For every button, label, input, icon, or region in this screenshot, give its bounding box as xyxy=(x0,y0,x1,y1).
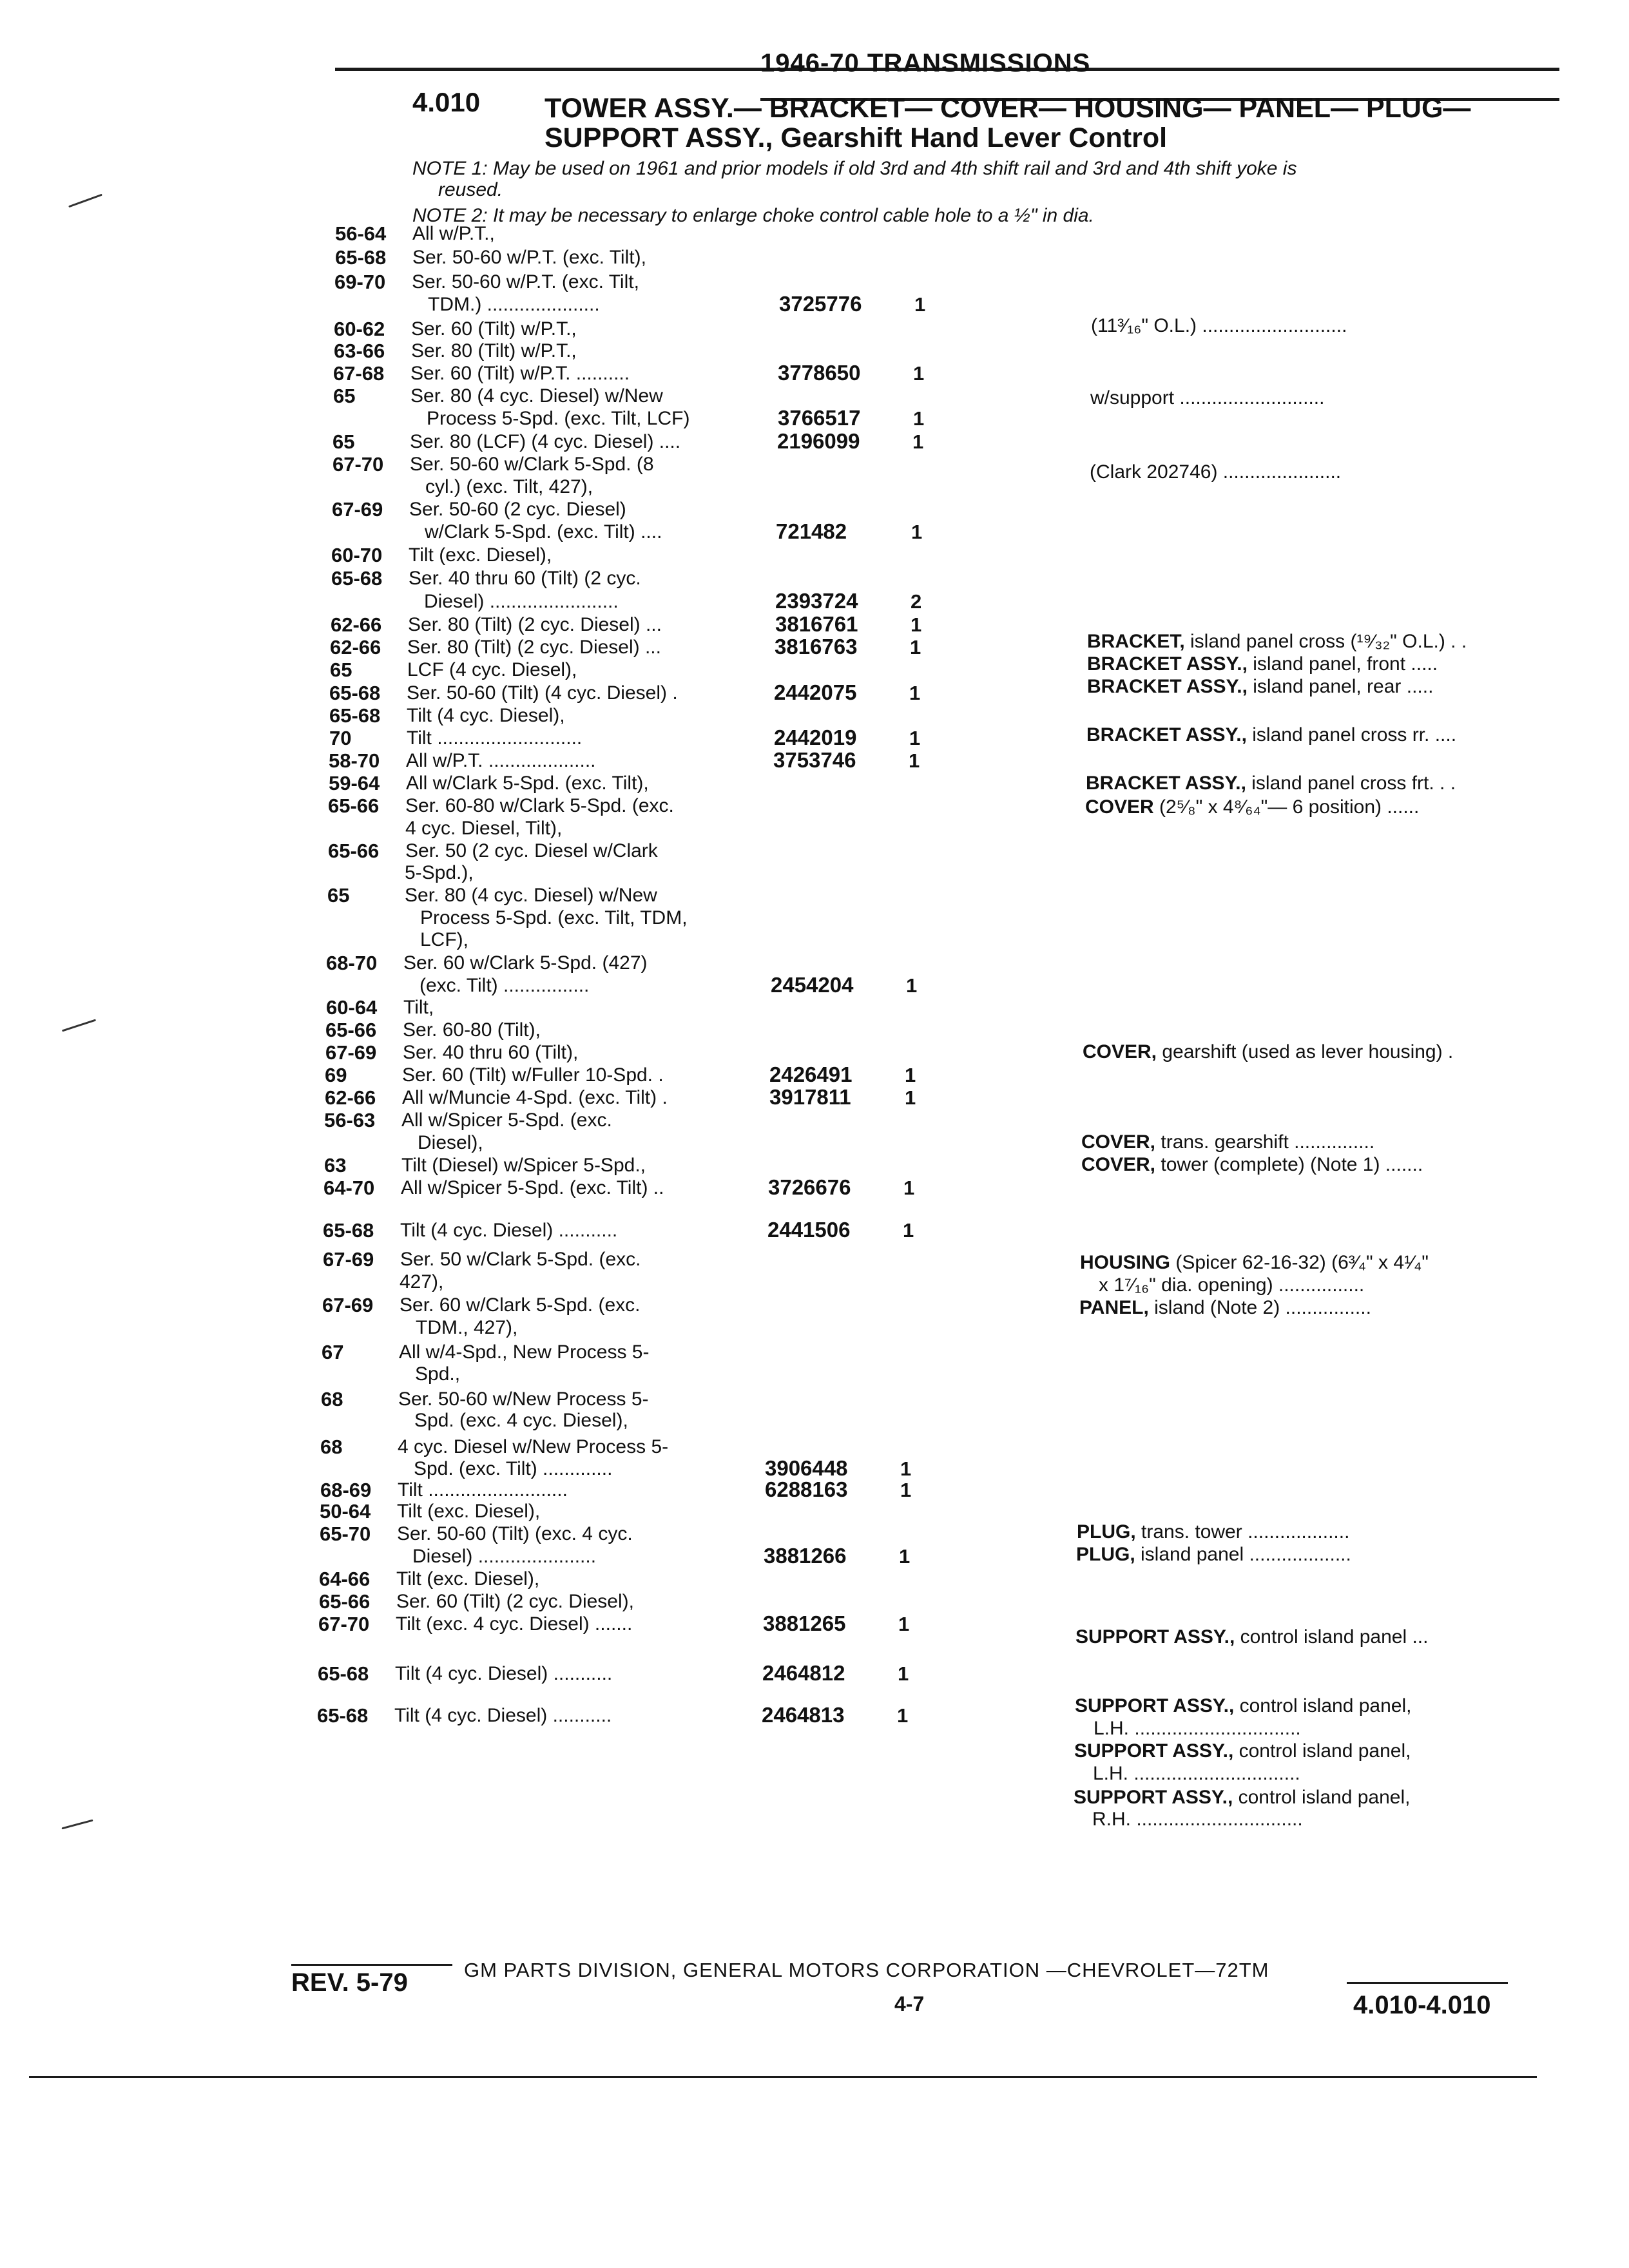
note-2: NOTE 2: It may be necessary to enlarge choke control cable hole to a ½" in dia. xyxy=(412,205,1094,226)
part-name xyxy=(1085,796,1575,818)
part-name-heading: COVER, xyxy=(1081,1154,1156,1175)
part-name-heading: BRACKET, xyxy=(1087,631,1185,652)
part-name-detail: (Clark 202746) ...................... xyxy=(1090,461,1342,483)
part-number: 3726676 xyxy=(768,1175,851,1199)
part-number: 2454204 xyxy=(771,973,854,997)
part-name-detail: control island panel ... xyxy=(1235,1626,1429,1648)
part-name-detail: island panel, front ..... xyxy=(1247,653,1438,675)
model-year: 60-62 xyxy=(334,318,385,340)
quantity: 1 xyxy=(909,727,921,749)
part-name xyxy=(1086,724,1576,746)
model-year: 63-66 xyxy=(334,340,385,362)
application-description: All w/Muncie 4-Spd. (exc. Tilt) . xyxy=(402,1087,668,1108)
application-description: 4 cyc. Diesel w/New Process 5- xyxy=(398,1436,669,1457)
part-name xyxy=(1074,1786,1563,1809)
footer-rule-left xyxy=(291,1964,452,1966)
application-description: All w/P.T., xyxy=(412,223,495,244)
part-number: 3917811 xyxy=(769,1085,851,1109)
model-year: 67-69 xyxy=(323,1248,374,1271)
footer-rule-right xyxy=(1347,1982,1508,1984)
application-description: All w/4-Spd., New Process 5- xyxy=(399,1341,650,1363)
part-name-heading: BRACKET ASSY., xyxy=(1086,724,1247,745)
model-year: 65-68 xyxy=(329,682,381,704)
application-description: LCF), xyxy=(420,929,468,950)
part-number: 6288163 xyxy=(765,1477,848,1501)
model-year: 65-70 xyxy=(320,1523,371,1545)
application-description: Ser. 50-60 (2 cyc. Diesel) xyxy=(409,499,626,520)
application-description: Ser. 60-80 (Tilt), xyxy=(403,1019,541,1041)
application-description: All w/Spicer 5-Spd. (exc. Tilt) .. xyxy=(401,1177,664,1198)
part-number: 3816761 xyxy=(775,612,858,636)
part-name xyxy=(1081,1153,1571,1176)
model-year: 62-66 xyxy=(331,613,382,636)
part-name xyxy=(1092,1808,1582,1831)
quantity: 1 xyxy=(909,682,921,704)
model-year: 56-64 xyxy=(335,222,387,245)
model-year: 64-70 xyxy=(323,1177,375,1199)
part-name-heading: BRACKET ASSY., xyxy=(1086,773,1246,794)
application-description: cyl.) (exc. Tilt, 427), xyxy=(425,476,593,497)
application-description: Spd. (exc. 4 cyc. Diesel), xyxy=(414,1410,628,1431)
part-name-detail: control island panel, xyxy=(1233,1740,1411,1762)
quantity: 1 xyxy=(905,1086,916,1109)
part-number: 3753746 xyxy=(773,748,856,772)
part-number: 3778650 xyxy=(778,361,861,385)
part-name-detail: trans. gearshift ............... xyxy=(1155,1131,1375,1153)
model-year: 68 xyxy=(321,1388,343,1410)
quantity: 1 xyxy=(910,636,921,658)
model-year: 64-66 xyxy=(319,1568,371,1590)
application-description: Ser. 60 (Tilt) (2 cyc. Diesel), xyxy=(396,1591,634,1612)
part-name xyxy=(1080,1251,1570,1274)
margin-mark xyxy=(62,1019,96,1032)
margin-mark xyxy=(68,194,102,208)
model-year: 60-70 xyxy=(331,544,383,566)
footer-section-code: 4.010-4.010 xyxy=(1353,1991,1491,2019)
part-number: 3816763 xyxy=(775,635,858,658)
application-description: Ser. 80 (Tilt) (2 cyc. Diesel) ... xyxy=(408,614,662,635)
section-title-line1: TOWER ASSY.— BRACKET— COVER— HOUSING— PANEL— PLUG— xyxy=(545,93,1471,124)
application-description: Ser. 60 w/Clark 5-Spd. (exc. xyxy=(400,1294,641,1316)
quantity: 1 xyxy=(903,1177,915,1199)
model-year: 56-63 xyxy=(324,1109,376,1131)
part-name-detail: island panel cross (¹⁹⁄₃₂" O.L.) . . xyxy=(1184,631,1467,652)
application-description: Ser. 50-60 (Tilt) (4 cyc. Diesel) . xyxy=(407,682,678,704)
model-year: 68-70 xyxy=(326,952,378,974)
model-year: 67-69 xyxy=(322,1294,374,1316)
application-description: Ser. 50-60 w/New Process 5- xyxy=(398,1389,649,1410)
application-description: Ser. 60 (Tilt) w/P.T. .......... xyxy=(410,363,630,384)
part-name xyxy=(1079,1296,1569,1319)
model-year: 58-70 xyxy=(329,749,380,772)
application-description: All w/Spicer 5-Spd. (exc. xyxy=(401,1110,612,1131)
footer-revision: REV. 5-79 xyxy=(291,1968,408,1997)
model-year: 65 xyxy=(330,658,352,681)
application-description: Diesel), xyxy=(418,1132,483,1153)
application-description: LCF (4 cyc. Diesel), xyxy=(407,659,577,680)
application-description: TDM.) ..................... xyxy=(428,294,600,315)
application-description: Spd. (exc. Tilt) ............. xyxy=(414,1458,613,1479)
part-number: 2442075 xyxy=(774,680,857,704)
footer-corporation: GM PARTS DIVISION, GENERAL MOTORS CORPORATION —CHEVROLET—72TM xyxy=(464,1959,1269,1981)
application-description: Tilt (4 cyc. Diesel) ........... xyxy=(395,1663,613,1684)
part-name-detail: island panel, rear ..... xyxy=(1247,676,1434,697)
application-description: 4 cyc. Diesel, Tilt), xyxy=(405,818,563,839)
quantity: 1 xyxy=(913,407,925,430)
quantity: 1 xyxy=(905,1064,916,1086)
model-year: 65-68 xyxy=(335,246,387,269)
part-name-detail: trans. tower ................... xyxy=(1135,1521,1350,1542)
application-description: Ser. 60-80 w/Clark 5-Spd. (exc. xyxy=(405,795,674,816)
part-number: 2393724 xyxy=(775,589,858,613)
part-name-detail: gearshift (used as lever housing) . xyxy=(1157,1041,1454,1062)
application-description: All w/P.T. .................... xyxy=(406,750,596,771)
section-title-line2: SUPPORT ASSY., Gearshift Hand Lever Control xyxy=(545,122,1168,153)
part-name-detail: island panel cross rr. .... xyxy=(1246,724,1457,745)
quantity: 1 xyxy=(912,430,924,453)
part-name xyxy=(1094,1717,1583,1740)
margin-mark xyxy=(61,1820,93,1830)
application-description: Ser. 50 w/Clark 5-Spd. (exc. xyxy=(400,1249,641,1270)
application-description: TDM., 427), xyxy=(416,1317,518,1338)
model-year: 65-68 xyxy=(317,1704,369,1727)
application-description: Tilt (exc. Diesel), xyxy=(409,544,552,566)
quantity: 1 xyxy=(913,362,925,385)
quantity: 1 xyxy=(909,749,920,772)
application-description: Tilt (4 cyc. Diesel) ........... xyxy=(400,1220,618,1241)
part-name-heading: COVER, xyxy=(1081,1131,1156,1153)
application-description: Ser. 50 (2 cyc. Diesel w/Clark xyxy=(405,840,658,861)
model-year: 65-68 xyxy=(323,1219,374,1242)
model-year: 62-66 xyxy=(330,636,381,658)
model-year: 63 xyxy=(324,1154,347,1177)
part-name xyxy=(1075,1695,1565,1717)
application-description: Ser. 60 (Tilt) w/Fuller 10-Spd. . xyxy=(402,1064,664,1086)
quantity: 1 xyxy=(903,1219,914,1242)
part-number: 3725776 xyxy=(779,292,862,316)
part-number: 2464812 xyxy=(762,1661,845,1685)
application-description: Ser. 60 w/Clark 5-Spd. (427) xyxy=(403,952,648,974)
part-name-detail: x 1⁷⁄₁₆" dia. opening) ................ xyxy=(1099,1274,1365,1296)
page-header-title: 1946-70 TRANSMISSIONS xyxy=(760,49,1091,77)
application-description: w/Clark 5-Spd. (exc. Tilt) .... xyxy=(425,521,662,543)
application-description: Diesel) ...................... xyxy=(412,1546,597,1567)
model-year: 65-66 xyxy=(325,1019,377,1041)
model-year: 65-68 xyxy=(329,704,381,727)
part-name xyxy=(1099,1274,1588,1296)
part-name xyxy=(1087,675,1577,698)
part-name-detail: R.H. ............................... xyxy=(1092,1809,1303,1830)
quantity: 1 xyxy=(899,1545,911,1568)
part-number: 2426491 xyxy=(769,1062,853,1086)
model-year: 67-70 xyxy=(333,453,384,476)
part-name-heading: SUPPORT ASSY., xyxy=(1075,1626,1235,1648)
section-number: 4.010 xyxy=(412,87,481,117)
model-year: 62-66 xyxy=(325,1086,376,1109)
application-description: Tilt ........................... xyxy=(407,727,583,749)
quantity: 1 xyxy=(898,1613,910,1635)
part-name-detail: w/support ........................... xyxy=(1090,387,1325,408)
model-year: 60-64 xyxy=(326,996,378,1019)
part-name-detail: (Spicer 62-16-32) (6³⁄₄" x 4¹⁄₄" xyxy=(1170,1252,1429,1273)
model-year: 67-68 xyxy=(333,362,385,385)
part-number: 2441506 xyxy=(767,1218,851,1242)
model-year: 65 xyxy=(333,385,356,407)
application-description: All w/Clark 5-Spd. (exc. Tilt), xyxy=(406,773,649,794)
application-description: Ser. 80 (4 cyc. Diesel) w/New xyxy=(405,885,657,906)
application-description: (exc. Tilt) ................ xyxy=(419,975,590,996)
part-number: 3881266 xyxy=(764,1544,847,1568)
application-description: Ser. 80 (Tilt) (2 cyc. Diesel) ... xyxy=(407,637,661,658)
model-year: 65-66 xyxy=(319,1590,371,1613)
model-year: 65-68 xyxy=(318,1662,369,1685)
application-description: Process 5-Spd. (exc. Tilt, TDM, xyxy=(420,907,688,928)
application-description: Ser. 40 thru 60 (Tilt), xyxy=(403,1042,579,1063)
quantity: 1 xyxy=(911,521,923,543)
part-name-heading: SUPPORT ASSY., xyxy=(1074,1787,1233,1808)
part-name-detail: island panel cross frt. . . xyxy=(1246,773,1456,794)
quantity: 1 xyxy=(914,293,926,316)
application-description: Ser. 50-60 (Tilt) (exc. 4 cyc. xyxy=(397,1523,633,1544)
application-description: Tilt (4 cyc. Diesel), xyxy=(407,705,565,726)
quantity: 1 xyxy=(911,613,922,636)
quantity: 1 xyxy=(900,1457,912,1480)
model-year: 70 xyxy=(329,727,352,749)
model-year: 68-69 xyxy=(320,1479,372,1501)
part-name xyxy=(1075,1626,1565,1648)
part-number: 3766517 xyxy=(778,406,861,430)
part-name-heading: PANEL, xyxy=(1079,1297,1149,1318)
quantity: 1 xyxy=(906,974,918,997)
model-year: 65-66 xyxy=(328,794,380,817)
application-description: Ser. 80 (LCF) (4 cyc. Diesel) .... xyxy=(410,431,681,452)
part-name-detail: island (Note 2) ................ xyxy=(1148,1297,1371,1318)
part-name xyxy=(1093,1762,1583,1785)
note-1-line1: NOTE 1: May be used on 1961 and prior models if old 3rd and 4th shift rail and 3rd and 4th shift yoke is xyxy=(412,158,1297,179)
part-name xyxy=(1081,1131,1571,1153)
model-year: 65-66 xyxy=(328,840,380,862)
model-year: 69-70 xyxy=(334,271,386,293)
application-description: Tilt (exc. 4 cyc. Diesel) ....... xyxy=(396,1613,633,1635)
part-name-detail: L.H. ............................... xyxy=(1094,1718,1301,1739)
application-description: Ser. 60 (Tilt) w/P.T., xyxy=(411,318,577,340)
quantity: 2 xyxy=(911,590,922,613)
model-year: 67-69 xyxy=(325,1041,377,1064)
part-name xyxy=(1091,314,1581,337)
model-year: 69 xyxy=(325,1064,347,1086)
part-name-heading: SUPPORT ASSY., xyxy=(1075,1695,1235,1716)
part-name-detail: L.H. ............................... xyxy=(1093,1763,1300,1784)
part-name xyxy=(1087,630,1577,653)
application-description: Tilt .......................... xyxy=(398,1479,568,1501)
section-title xyxy=(545,93,1543,153)
part-number: 721482 xyxy=(776,519,847,543)
part-name-detail: island panel ................... xyxy=(1135,1544,1351,1565)
application-description: Tilt (exc. Diesel), xyxy=(396,1568,540,1590)
model-year: 67-70 xyxy=(318,1613,370,1635)
model-year: 65-68 xyxy=(331,567,383,590)
quantity: 1 xyxy=(898,1662,909,1685)
part-name-heading: COVER, xyxy=(1083,1041,1157,1062)
application-description: Tilt (4 cyc. Diesel) ........... xyxy=(394,1705,612,1726)
application-description: 5-Spd.), xyxy=(405,862,474,883)
application-description: Tilt (exc. Diesel), xyxy=(397,1501,541,1522)
note-1-line2: reused. xyxy=(438,179,503,200)
quantity: 1 xyxy=(897,1704,909,1727)
application-description: Ser. 40 thru 60 (Tilt) (2 cyc. xyxy=(409,568,641,589)
part-name-detail: (2⁵⁄₈" x 4⁸⁄₆₄"— 6 position) ...... xyxy=(1153,796,1420,818)
application-description: Tilt (Diesel) w/Spicer 5-Spd., xyxy=(401,1155,646,1176)
part-number: 2464813 xyxy=(762,1703,845,1727)
part-name xyxy=(1086,772,1576,794)
part-name-heading: COVER xyxy=(1085,796,1154,818)
application-description: Ser. 50-60 w/P.T. (exc. Tilt, xyxy=(412,271,639,293)
part-number: 2196099 xyxy=(777,429,860,453)
part-name-detail: control island panel, xyxy=(1233,1787,1411,1808)
part-name-heading: BRACKET ASSY., xyxy=(1087,653,1248,675)
part-name-detail: (11³⁄₁₆" O.L.) ........................... xyxy=(1091,315,1347,336)
part-name xyxy=(1090,387,1580,409)
model-year: 65 xyxy=(333,430,355,453)
part-name-heading: BRACKET ASSY., xyxy=(1087,676,1248,697)
application-description: Tilt, xyxy=(403,997,434,1018)
part-name-heading: SUPPORT ASSY., xyxy=(1074,1740,1234,1762)
footer-page-number: 4-7 xyxy=(894,1992,925,2015)
part-number: 3906448 xyxy=(765,1456,848,1480)
bottom-edge-line xyxy=(29,2076,1537,2078)
part-name xyxy=(1076,1543,1566,1566)
model-year: 65 xyxy=(327,884,350,907)
part-name-detail: control island panel, xyxy=(1234,1695,1412,1716)
part-number: 2442019 xyxy=(774,726,857,749)
application-description: Ser. 80 (4 cyc. Diesel) w/New xyxy=(410,385,663,407)
part-name xyxy=(1083,1041,1572,1063)
application-description: Ser. 80 (Tilt) w/P.T., xyxy=(411,340,577,361)
application-description: 427), xyxy=(400,1271,444,1293)
model-year: 67 xyxy=(322,1341,344,1363)
application-description: Process 5-Spd. (exc. Tilt, LCF) xyxy=(427,408,690,429)
application-description: Ser. 50-60 w/Clark 5-Spd. (8 xyxy=(410,454,654,475)
application-description: Spd., xyxy=(415,1363,461,1385)
application-description: Ser. 50-60 w/P.T. (exc. Tilt), xyxy=(412,247,646,268)
part-name xyxy=(1090,461,1579,483)
model-year: 68 xyxy=(320,1436,343,1458)
part-name-detail: tower (complete) (Note 1) ....... xyxy=(1155,1154,1423,1175)
part-number: 3881265 xyxy=(763,1611,846,1635)
part-name-heading: HOUSING xyxy=(1080,1252,1171,1273)
model-year: 50-64 xyxy=(320,1500,371,1523)
model-year: 59-64 xyxy=(329,772,380,794)
part-name xyxy=(1074,1740,1564,1762)
part-name xyxy=(1087,653,1577,675)
model-year: 67-69 xyxy=(332,498,383,521)
application-description: Diesel) ........................ xyxy=(424,591,619,612)
part-name-heading: PLUG, xyxy=(1076,1544,1135,1565)
part-name-heading: PLUG, xyxy=(1077,1521,1136,1542)
part-name xyxy=(1077,1521,1566,1543)
quantity: 1 xyxy=(900,1479,912,1501)
